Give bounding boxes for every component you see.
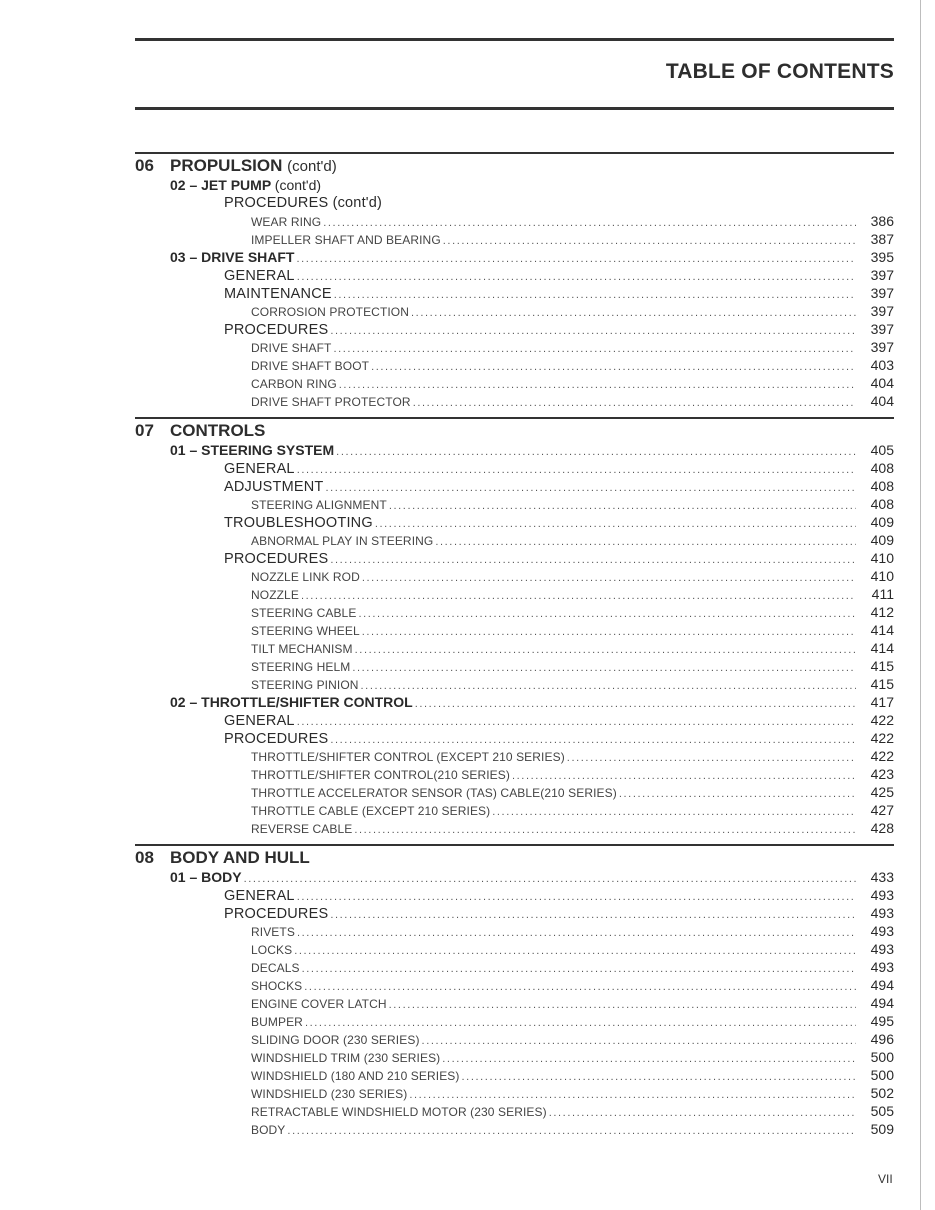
toc-entry-text: WINDSHIELD (180 AND 210 SERIES) (251, 1069, 460, 1083)
toc-entry-label (251, 303, 411, 320)
dot-leader (287, 1122, 856, 1138)
toc-entry-text: PROCEDURES (224, 906, 329, 922)
dot-leader (409, 1086, 856, 1102)
toc-entry-label (251, 1085, 409, 1102)
toc-entry-label (251, 923, 297, 940)
toc-page-number: 500 (870, 1049, 894, 1065)
toc-entry-text: IMPELLER SHAFT AND BEARING (251, 233, 441, 247)
toc-entry-label (251, 1049, 442, 1066)
toc-entry-text: STEERING WHEEL (251, 624, 360, 638)
toc-entry-label (251, 568, 362, 585)
toc-entry-label (251, 1013, 305, 1030)
toc-entry-label (251, 995, 389, 1012)
toc-entry-label (224, 285, 334, 302)
toc-entry-label (251, 604, 358, 621)
toc-entry-label (224, 712, 297, 729)
dot-leader (422, 1032, 856, 1048)
toc-entry-text: CORROSION PROTECTION (251, 305, 410, 319)
toc-entry-text: NOZZLE LINK ROD (251, 570, 360, 584)
toc-page-number: 422 (870, 730, 894, 746)
toc-entry[interactable] (135, 1030, 894, 1048)
toc-entry-label (251, 1121, 287, 1138)
toc-entry[interactable] (135, 904, 894, 922)
toc-entry-text: THROTTLE/SHIFTER CONTROL(210 SERIES) (251, 768, 510, 782)
toc-entry-label (224, 321, 330, 338)
toc-entry-label (251, 748, 567, 765)
toc-entry[interactable] (135, 994, 894, 1012)
toc-entry-label (251, 622, 362, 639)
toc-entry-label (251, 640, 355, 657)
toc-page-number: 410 (870, 568, 894, 584)
toc-page-number: 410 (870, 550, 894, 566)
dot-leader (352, 659, 856, 675)
toc-page-number: 415 (870, 676, 894, 692)
dot-leader (492, 803, 856, 819)
toc-page-number: 415 (870, 658, 894, 674)
toc-entry-text: PROCEDURES (224, 731, 329, 747)
dot-leader (333, 340, 856, 356)
toc-page-number: 412 (870, 604, 894, 620)
toc-page-number: 422 (870, 748, 894, 764)
section-divider (135, 844, 894, 846)
table-of-contents (135, 152, 894, 1138)
toc-page-number: 493 (870, 923, 894, 939)
dot-leader (296, 250, 856, 266)
toc-entry-text: THROTTLE ACCELERATOR SENSOR (TAS) CABLE(210 SERIES) (251, 786, 617, 800)
toc-entry-text: TROUBLESHOOTING (224, 515, 373, 531)
dot-leader (330, 322, 856, 338)
toc-entry-label (251, 1103, 549, 1120)
toc-entry[interactable] (135, 783, 894, 801)
toc-entry[interactable] (135, 747, 894, 765)
section-title: PROPULSION (170, 156, 283, 175)
toc-entry-label (224, 887, 297, 904)
toc-page-number: 403 (870, 357, 894, 373)
toc-page-number: 425 (870, 784, 894, 800)
dot-leader (294, 942, 856, 958)
section-continued-note: (cont'd) (287, 158, 337, 175)
toc-entry-text: PROCEDURES (224, 195, 329, 211)
toc-entry-label (251, 586, 301, 603)
toc-entry[interactable] (135, 266, 894, 284)
dot-leader (325, 479, 856, 495)
dot-leader (443, 232, 856, 248)
toc-entry[interactable] (135, 922, 894, 940)
toc-entry[interactable] (135, 392, 894, 410)
toc-page-number: 409 (870, 532, 894, 548)
toc-page-number: 423 (870, 766, 894, 782)
toc-page-number: 386 (870, 213, 894, 229)
page-edge-line (920, 0, 921, 1210)
dot-leader (411, 304, 856, 320)
toc-entry-text: GENERAL (224, 268, 295, 284)
toc-entry-text: REVERSE CABLE (251, 822, 353, 836)
toc-entry[interactable] (135, 868, 894, 886)
toc-entry-label (251, 959, 302, 976)
toc-page-number: 404 (870, 393, 894, 409)
dot-leader (339, 376, 856, 392)
toc-entry[interactable] (135, 513, 894, 531)
toc-entry[interactable] (135, 284, 894, 302)
toc-page-number: 493 (870, 905, 894, 921)
toc-entry-label (224, 267, 297, 284)
toc-entry-text: 02 – JET PUMP (170, 177, 271, 193)
toc-entry-text: GENERAL (224, 888, 295, 904)
toc-entry[interactable] (135, 729, 894, 747)
toc-entry[interactable] (135, 765, 894, 783)
dot-leader (305, 1014, 856, 1030)
toc-page-number: 496 (870, 1031, 894, 1047)
toc-entry[interactable] (135, 1012, 894, 1030)
toc-entry-label (251, 532, 435, 549)
toc-entry[interactable] (135, 176, 894, 194)
toc-entry-text: ABNORMAL PLAY IN STEERING (251, 534, 434, 548)
section-heading[interactable] (135, 155, 894, 176)
toc-entry-label (224, 194, 384, 212)
toc-entry-label (224, 460, 297, 477)
toc-entry-text: BODY (251, 1123, 286, 1137)
toc-entry-text: DRIVE SHAFT BOOT (251, 359, 370, 373)
toc-page-number: 495 (870, 1013, 894, 1029)
toc-entry-text: WINDSHIELD TRIM (230 SERIES) (251, 1051, 441, 1065)
toc-entry-label (251, 766, 512, 783)
toc-entry-label (251, 393, 413, 410)
dot-leader (549, 1104, 856, 1120)
toc-entry-text: PROCEDURES (224, 551, 329, 567)
toc-entry[interactable] (135, 585, 894, 603)
dot-leader (354, 821, 856, 837)
toc-entry-text: STEERING PINION (251, 678, 359, 692)
toc-entry-text: WEAR RING (251, 215, 322, 229)
toc-entry-label (170, 693, 415, 711)
toc-page-number: 433 (870, 869, 894, 885)
toc-page-number: 417 (870, 694, 894, 710)
toc-entry-text: STEERING HELM (251, 660, 351, 674)
toc-page-number: 509 (870, 1121, 894, 1137)
toc-entry-label (170, 176, 323, 194)
toc-entry[interactable] (135, 495, 894, 513)
toc-entry-label (170, 868, 244, 886)
dot-leader (297, 924, 856, 940)
dot-leader (442, 1050, 856, 1066)
toc-entry-text: 03 – DRIVE SHAFT (170, 249, 295, 265)
toc-page-number: 493 (870, 959, 894, 975)
toc-entry-text: THROTTLE CABLE (EXCEPT 210 SERIES) (251, 804, 491, 818)
toc-page-number: 405 (870, 442, 894, 458)
dot-leader (330, 731, 856, 747)
section-title: BODY AND HULL (170, 848, 310, 867)
toc-entry[interactable] (135, 356, 894, 374)
toc-entry-text: RETRACTABLE WINDSHIELD MOTOR (230 SERIES) (251, 1105, 547, 1119)
toc-entry[interactable] (135, 459, 894, 477)
toc-entry[interactable] (135, 801, 894, 819)
toc-entry-text: 01 – STEERING SYSTEM (170, 442, 335, 458)
toc-entry-text: CARBON RING (251, 377, 337, 391)
dot-leader (297, 268, 856, 284)
toc-page-number: 387 (870, 231, 894, 247)
page-title: TABLE OF CONTENTS (665, 60, 894, 83)
toc-entry-continued-note: (cont'd) (274, 177, 322, 193)
toc-section (135, 417, 894, 837)
toc-entry-label (224, 478, 325, 495)
toc-section (135, 152, 894, 410)
toc-entry[interactable] (135, 958, 894, 976)
toc-entry[interactable] (135, 441, 894, 459)
toc-entry[interactable] (135, 940, 894, 958)
dot-leader (330, 551, 856, 567)
section-heading[interactable] (135, 847, 894, 868)
toc-page-number: 397 (870, 339, 894, 355)
toc-entry[interactable] (135, 194, 894, 212)
toc-entry-text: THROTTLE/SHIFTER CONTROL (EXCEPT 210 SERIES) (251, 750, 565, 764)
toc-page-number: 502 (870, 1085, 894, 1101)
toc-entry[interactable] (135, 1066, 894, 1084)
toc-entry-text: TILT MECHANISM (251, 642, 353, 656)
toc-page-number: 395 (870, 249, 894, 265)
dot-leader (297, 888, 856, 904)
toc-entry-text: STEERING CABLE (251, 606, 357, 620)
dot-leader (297, 713, 856, 729)
toc-entry[interactable] (135, 711, 894, 729)
toc-page-number: 409 (870, 514, 894, 530)
toc-entry[interactable] (135, 212, 894, 230)
dot-leader (375, 515, 856, 531)
toc-entry[interactable] (135, 1084, 894, 1102)
dot-leader (362, 623, 856, 639)
toc-page-number: 505 (870, 1103, 894, 1119)
toc-entry-text: WINDSHIELD (230 SERIES) (251, 1087, 408, 1101)
toc-entry[interactable] (135, 1102, 894, 1120)
dot-leader (389, 497, 856, 513)
toc-entry-label (251, 375, 339, 392)
toc-entry-text: MAINTENANCE (224, 286, 332, 302)
toc-entry-label (251, 784, 619, 801)
dot-leader (362, 569, 856, 585)
dot-leader (371, 358, 856, 374)
dot-leader (301, 587, 856, 603)
toc-entry[interactable] (135, 976, 894, 994)
toc-page-number: 397 (870, 303, 894, 319)
toc-entry-label (251, 802, 492, 819)
toc-entry[interactable] (135, 603, 894, 621)
toc-entry[interactable] (135, 1120, 894, 1138)
toc-entry-text: LOCKS (251, 943, 293, 957)
toc-entry-label (224, 514, 375, 531)
toc-entry-text: NOZZLE (251, 588, 299, 602)
toc-entry-text: PROCEDURES (224, 322, 329, 338)
dot-leader (512, 767, 856, 783)
header-rule-top (135, 38, 894, 41)
dot-leader (330, 906, 856, 922)
toc-entry-label (251, 496, 389, 513)
toc-entry[interactable] (135, 621, 894, 639)
toc-entry-text: GENERAL (224, 461, 295, 477)
toc-entry[interactable] (135, 531, 894, 549)
toc-entry-label (251, 676, 361, 693)
toc-page-number: 397 (870, 285, 894, 301)
dot-leader (304, 978, 856, 994)
dot-leader (302, 960, 856, 976)
toc-entry-continued-note: (cont'd) (332, 195, 383, 211)
toc-page-number: 422 (870, 712, 894, 728)
toc-page-number: 493 (870, 887, 894, 903)
toc-entry-label (224, 905, 330, 922)
toc-page-number: 408 (870, 478, 894, 494)
toc-entry-label (251, 820, 354, 837)
toc-entry[interactable] (135, 657, 894, 675)
toc-page-number: 404 (870, 375, 894, 391)
toc-entry-label (251, 213, 323, 230)
toc-entry-text: ADJUSTMENT (224, 479, 324, 495)
toc-entry[interactable] (135, 248, 894, 266)
dot-leader (358, 605, 856, 621)
toc-entry[interactable] (135, 230, 894, 248)
toc-page-number: 408 (870, 460, 894, 476)
toc-page-number: 397 (870, 321, 894, 337)
toc-page-number: 397 (870, 267, 894, 283)
toc-section (135, 844, 894, 1138)
section-heading[interactable] (135, 420, 894, 441)
toc-page-number: 493 (870, 941, 894, 957)
toc-entry[interactable] (135, 302, 894, 320)
toc-entry[interactable] (135, 338, 894, 356)
section-number: 08 (135, 848, 154, 867)
toc-entry[interactable] (135, 567, 894, 585)
dot-leader (415, 695, 856, 711)
dot-leader (619, 785, 856, 801)
toc-page-number: 428 (870, 820, 894, 836)
dot-leader (323, 214, 856, 230)
toc-entry-label (251, 977, 304, 994)
dot-leader (462, 1068, 856, 1084)
dot-leader (361, 677, 856, 693)
toc-entry-label (251, 339, 333, 356)
toc-entry-text: BUMPER (251, 1015, 303, 1029)
dot-leader (244, 870, 856, 886)
toc-entry[interactable] (135, 675, 894, 693)
section-divider (135, 152, 894, 154)
toc-entry-text: SLIDING DOOR (230 SERIES) (251, 1033, 420, 1047)
section-title: CONTROLS (170, 421, 266, 440)
toc-entry[interactable] (135, 549, 894, 567)
toc-entry[interactable] (135, 693, 894, 711)
toc-page-number: 427 (870, 802, 894, 818)
toc-entry-label (251, 658, 352, 675)
toc-entry-text: 01 – BODY (170, 869, 242, 885)
section-number: 07 (135, 421, 154, 440)
dot-leader (355, 641, 856, 657)
toc-entry-label (251, 231, 443, 248)
toc-entry[interactable] (135, 374, 894, 392)
toc-entry-label (251, 1031, 422, 1048)
toc-entry[interactable] (135, 639, 894, 657)
toc-entry-label (170, 248, 296, 266)
toc-entry-label (251, 1067, 462, 1084)
toc-page-number: 411 (871, 586, 894, 602)
dot-leader (389, 996, 856, 1012)
toc-entry-text: ENGINE COVER LATCH (251, 997, 387, 1011)
toc-page-number: 494 (870, 977, 894, 993)
toc-page-number: 500 (870, 1067, 894, 1083)
toc-entry-label (224, 730, 330, 747)
toc-entry-text: STEERING ALIGNMENT (251, 498, 387, 512)
toc-entry[interactable] (135, 886, 894, 904)
dot-leader (334, 286, 856, 302)
dot-leader (413, 394, 856, 410)
toc-entry[interactable] (135, 320, 894, 338)
toc-entry[interactable] (135, 819, 894, 837)
toc-entry-label (251, 941, 294, 958)
toc-entry-text: DECALS (251, 961, 300, 975)
toc-page-number: 494 (870, 995, 894, 1011)
toc-page-number: 414 (870, 622, 894, 638)
toc-entry[interactable] (135, 1048, 894, 1066)
toc-entry-text: DRIVE SHAFT (251, 341, 332, 355)
toc-entry-label (224, 550, 330, 567)
toc-entry-text: DRIVE SHAFT PROTECTOR (251, 395, 411, 409)
dot-leader (567, 749, 856, 765)
toc-page-number: 414 (870, 640, 894, 656)
dot-leader (435, 533, 856, 549)
toc-entry-label (251, 357, 371, 374)
toc-entry-text: RIVETS (251, 925, 295, 939)
section-divider (135, 417, 894, 419)
toc-entry-text: SHOCKS (251, 979, 303, 993)
toc-entry-label (170, 441, 336, 459)
toc-entry-text: 02 – THROTTLE/SHIFTER CONTROL (170, 694, 413, 710)
section-number: 06 (135, 156, 154, 175)
page-number: VII (878, 1172, 893, 1186)
toc-entry[interactable] (135, 477, 894, 495)
toc-page-number: 408 (870, 496, 894, 512)
toc-entry-text: GENERAL (224, 713, 295, 729)
dot-leader (297, 461, 856, 477)
dot-leader (336, 443, 856, 459)
header-rule-bottom (135, 107, 894, 110)
